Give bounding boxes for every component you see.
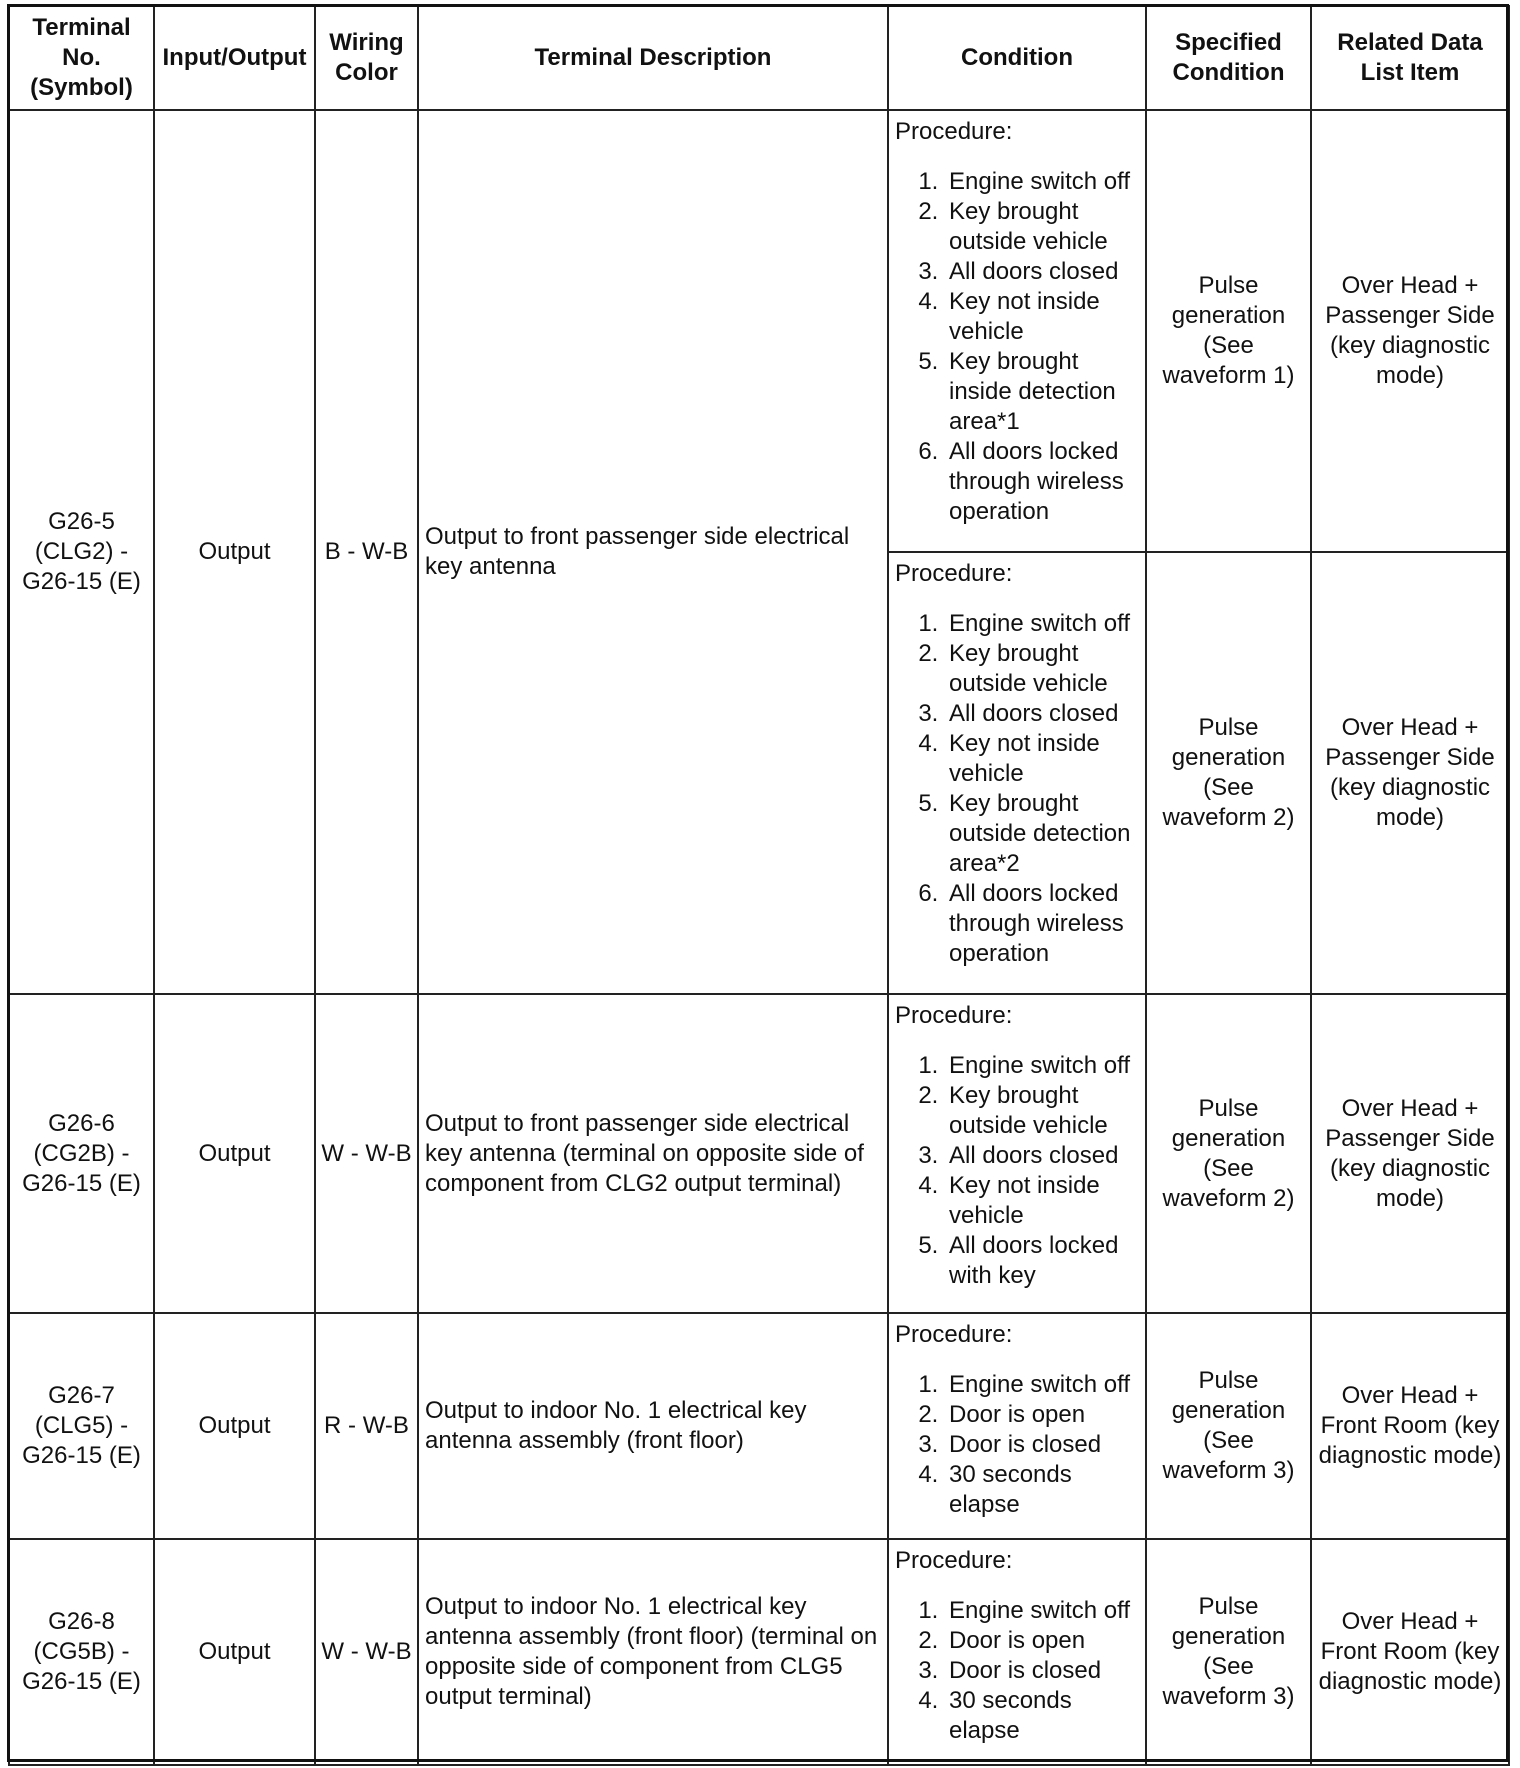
procedure-label: Procedure:	[895, 560, 1013, 587]
procedure-step: 5. Key brought outside detection area*2	[945, 789, 1141, 879]
header-condition: Condition	[888, 6, 1146, 110]
header-terminal-description: Terminal Description	[418, 6, 888, 110]
description-cell: Output to front passenger side electrical key antenna	[418, 110, 888, 994]
wiring-cell: B - W-B	[315, 110, 418, 994]
related-data-cell: Over Head + Front Room (key diagnostic mode)	[1311, 1539, 1509, 1765]
procedure-step: 2. Door is open	[945, 1626, 1141, 1656]
procedure-label: Procedure:	[895, 1321, 1013, 1348]
header-terminal: Terminal No. (Symbol)	[9, 6, 154, 110]
header-wiring-color: Wiring Color	[315, 6, 418, 110]
header-input-output: Input/Output	[154, 6, 315, 110]
procedure-step: 2. Door is open	[945, 1400, 1141, 1430]
table-row	[9, 994, 1509, 1313]
procedure-step: 5. All doors locked with key	[945, 1231, 1141, 1291]
procedure-step: 1. Engine switch off	[945, 167, 1141, 197]
condition-cell	[888, 994, 1146, 1313]
description-cell: Output to indoor No. 1 electrical key antenna assembly (front floor) (terminal on opposite side of component from CLG5 output terminal)	[418, 1539, 888, 1765]
procedure-step: 1. Engine switch off	[945, 609, 1141, 639]
specified-condition-cell: Pulse generation (See waveform 2)	[1146, 994, 1311, 1313]
io-cell: Output	[154, 1539, 315, 1765]
procedure-step: 3. All doors closed	[945, 1141, 1141, 1171]
procedure-step: 2. Key brought outside vehicle	[945, 197, 1141, 257]
procedure-step: 3. Door is closed	[945, 1430, 1141, 1460]
specified-condition-cell: Pulse generation (See waveform 3)	[1146, 1313, 1311, 1539]
procedure-step: 4. Key not inside vehicle	[945, 287, 1141, 347]
procedure-step: 4. 30 seconds elapse	[945, 1686, 1141, 1746]
condition-cell	[888, 1539, 1146, 1765]
procedure-step: 3. All doors closed	[945, 699, 1141, 729]
specified-condition-cell: Pulse generation (See waveform 2)	[1146, 552, 1311, 994]
condition-cell	[888, 552, 1146, 994]
procedure-step: 4. Key not inside vehicle	[945, 729, 1141, 789]
procedure-step: 3. All doors closed	[945, 257, 1141, 287]
procedure-step: 2. Key brought outside vehicle	[945, 639, 1141, 699]
procedure-step: 1. Engine switch off	[945, 1370, 1141, 1400]
procedure-step: 1. Engine switch off	[945, 1596, 1141, 1626]
header-row	[9, 6, 1509, 110]
specified-condition-cell: Pulse generation (See waveform 3)	[1146, 1539, 1311, 1765]
header-specified-condition: Specified Condition	[1146, 6, 1311, 110]
procedure-steps	[895, 1051, 1141, 1291]
procedure-step: 3. Door is closed	[945, 1656, 1141, 1686]
related-data-cell: Over Head + Passenger Side (key diagnostic mode)	[1311, 552, 1509, 994]
procedure-steps	[895, 1370, 1141, 1520]
description-cell: Output to front passenger side electrical key antenna (terminal on opposite side of component from CLG2 output terminal)	[418, 994, 888, 1313]
condition-cell	[888, 110, 1146, 552]
header-related-data: Related Data List Item	[1311, 6, 1509, 110]
procedure-step: 5. Key brought inside detection area*1	[945, 347, 1141, 437]
wiring-cell: W - W-B	[315, 994, 418, 1313]
terminal-spec-table	[8, 5, 1510, 1766]
description-cell: Output to indoor No. 1 electrical key antenna assembly (front floor)	[418, 1313, 888, 1539]
procedure-label: Procedure:	[895, 118, 1013, 145]
wiring-cell: R - W-B	[315, 1313, 418, 1539]
terminal-cell: G26-6 (CG2B) - G26-15 (E)	[9, 994, 154, 1313]
wiring-cell: W - W-B	[315, 1539, 418, 1765]
io-cell: Output	[154, 1313, 315, 1539]
procedure-step: 4. 30 seconds elapse	[945, 1460, 1141, 1520]
terminal-cell: G26-5 (CLG2) - G26-15 (E)	[9, 110, 154, 994]
table-row	[9, 110, 1509, 552]
procedure-step: 4. Key not inside vehicle	[945, 1171, 1141, 1231]
procedure-step: 2. Key brought outside vehicle	[945, 1081, 1141, 1141]
table-row	[9, 1539, 1509, 1765]
io-cell: Output	[154, 994, 315, 1313]
io-cell: Output	[154, 110, 315, 994]
related-data-cell: Over Head + Front Room (key diagnostic mode)	[1311, 1313, 1509, 1539]
procedure-steps	[895, 609, 1141, 969]
procedure-steps	[895, 167, 1141, 527]
related-data-cell: Over Head + Passenger Side (key diagnostic mode)	[1311, 110, 1509, 552]
specified-condition-cell: Pulse generation (See waveform 1)	[1146, 110, 1311, 552]
terminal-cell: G26-8 (CG5B) - G26-15 (E)	[9, 1539, 154, 1765]
procedure-label: Procedure:	[895, 1547, 1013, 1574]
procedure-step: 1. Engine switch off	[945, 1051, 1141, 1081]
procedure-step: 6. All doors locked through wireless operation	[945, 879, 1141, 969]
procedure-label: Procedure:	[895, 1002, 1013, 1029]
table-row	[9, 1313, 1509, 1539]
condition-cell	[888, 1313, 1146, 1539]
related-data-cell: Over Head + Passenger Side (key diagnostic mode)	[1311, 994, 1509, 1313]
terminal-cell: G26-7 (CLG5) - G26-15 (E)	[9, 1313, 154, 1539]
procedure-step: 6. All doors locked through wireless operation	[945, 437, 1141, 527]
procedure-steps	[895, 1596, 1141, 1746]
